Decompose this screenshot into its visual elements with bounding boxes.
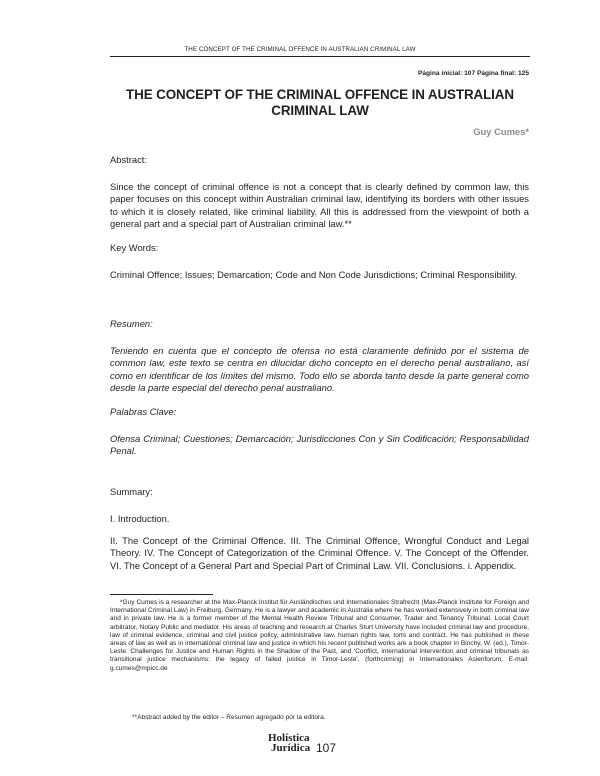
title-line-2: CRIMINAL LAW — [271, 103, 369, 118]
resumen-text: Teniendo en cuenta que el concepto de ofensa no está claramente definido por el sistema de common law, este texto se centra en dilucidar dicho concepto en el derecho penal australiano, así como en identificar de los límites del mismo. Todo ello se aborda tanto desde la parte general como desde la parte especial del derecho penal australiano. — [110, 345, 529, 394]
page-number: 107 — [316, 741, 337, 755]
author-name: Guy Cumes* — [473, 126, 529, 137]
keywords-text: Criminal Offence; Issues; Demarcation; Code and Non Code Jurisdictions; Criminal Responsibility. — [110, 269, 518, 280]
keywords-label: Key Words: — [110, 242, 159, 253]
footnote-rule — [110, 594, 213, 595]
summary-label: Summary: — [110, 486, 153, 497]
summary-items: II. The Concept of the Criminal Offence. III. The Criminal Offence, Wrongful Conduct and Legal Theory. IV. The Concept of Categorization of the Criminal Offence. V. The Concept of the Offender. VI. The Concept of a General Part and Special Part of Criminal Law. VII. Conclusions. i. Appendix. — [110, 535, 529, 571]
abstract-text: Since the concept of criminal offence is not a concept that is clearly defined by common law, this paper focuses on this concept within Australian criminal law, identifying its borders with other issues to which it is closely related, like criminal liability. All this is addressed from the viewpoint of both a general part and a special part of Australian criminal law.** — [110, 181, 529, 230]
palabras-clave-label: Palabras Clave: — [110, 406, 177, 417]
logo-line-2: Jurídica — [271, 742, 311, 754]
article-title — [110, 87, 530, 119]
header-rule — [110, 56, 530, 57]
resumen-label: Resumen: — [110, 318, 153, 329]
title-line-1: THE CONCEPT OF THE CRIMINAL OFFENCE IN AUSTRALIAN — [126, 87, 514, 102]
page-range: Página inicial: 107 Página final: 125 — [417, 70, 529, 77]
journal-logo — [268, 733, 340, 761]
abstract-label: Abstract: — [110, 154, 147, 165]
author-footnote-text: *Guy Cumes is a researcher at the Max-Planck Institut für Ausländisches und Internationales Strafrecht (Max-Planck Institute for Foreign and International Criminal Law) in Freiburg, Germany. He is a lawyer and academic in Australia where he has worked extensively in both criminal law and in private law. He is a former member of the Mental Health Review Tribunal and Consumer, Trader and Tenancy Tribunal, Local Court arbitrator, Notary Public and mediator. His areas of teaching and research at Charles Sturt University have included criminal law and procedure, law of criminal evidence, criminal and civil justice policy, administrative law, human rights law, torts and contract. He has published in these areas of law as well as in international criminal law and justice in which his recent published works are a book chapter in Binchy, W. (ed.), Timor-Leste: Challenges for Justice and Human Rights in the Shadow of the Past, and 'Conflict, international intervention and criminal tribunals as transitional justice mechanisms: the legacy of failed justice in Timor-Leste', (forthcoming) in Internationales Asienforum. E-mail: g.cumes@mpicc.de — [110, 599, 529, 672]
summary-item-introduction: I. Introduction. — [110, 513, 170, 524]
running-head: THE CONCEPT OF THE CRIMINAL OFFENCE IN AUSTRALIAN CRIMINAL LAW — [184, 46, 416, 53]
palabras-clave-text: Ofensa Criminal; Cuestiones; Demarcación; Jurisdicciones Con y Sin Codificación; Responsabilidad Penal. — [110, 433, 529, 457]
author-footnote — [110, 599, 529, 673]
editor-footnote: **Abstract added by the editor – Resumen agregado por la editora. — [132, 714, 326, 721]
logo-line-1: Holística — [268, 732, 310, 744]
